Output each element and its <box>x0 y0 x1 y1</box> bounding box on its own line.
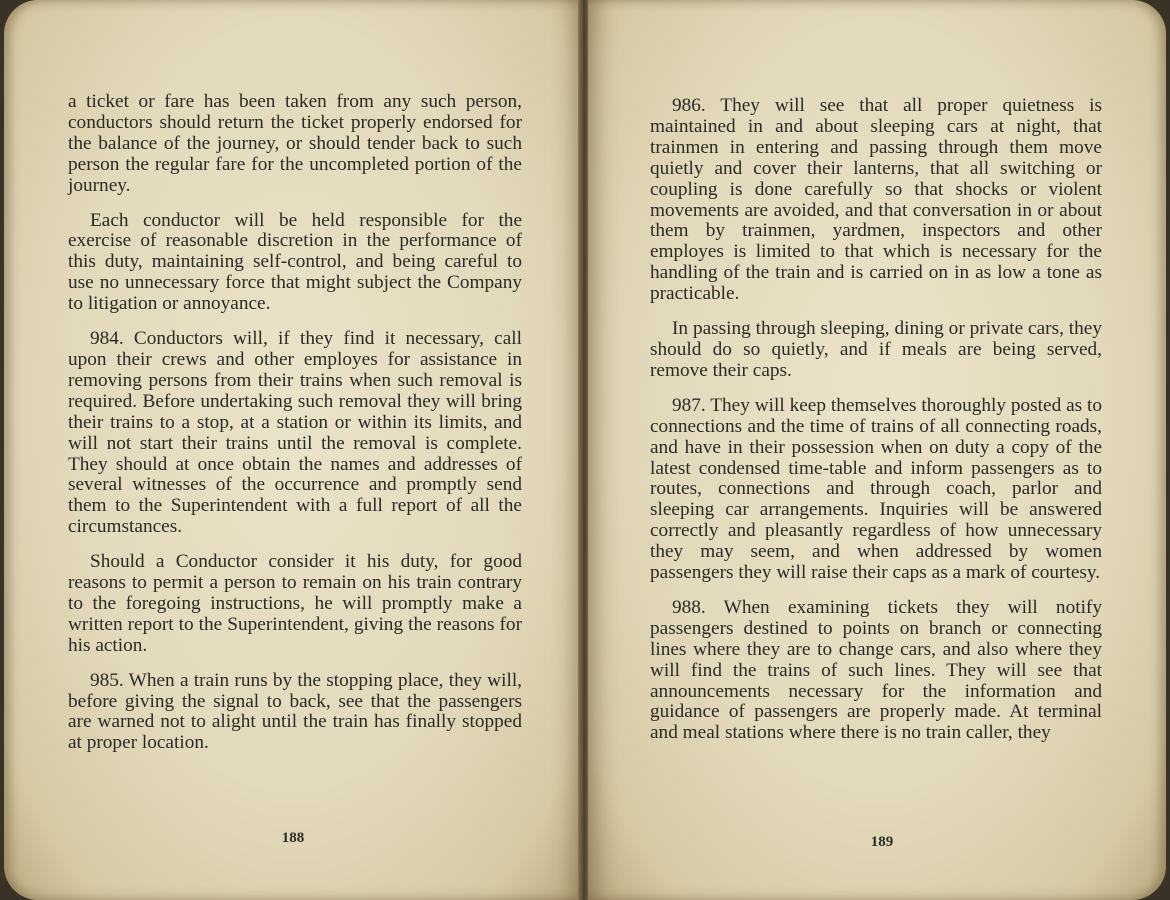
paragraph: 988. When examining tickets they will notify passengers destined to points on branch or connecting lines where they are to change cars, and also where they will find the trains of such lines. They will see that announcements necessary for the information and guidance of passengers are properly made. At terminal and meal stations where there is no train caller, they <box>650 596 1102 744</box>
page-number: 189 <box>870 834 894 850</box>
page-number: 188 <box>281 830 305 846</box>
left-page <box>4 0 582 900</box>
paragraph: In passing through sleeping, dining or private cars, they should do so quietly, and if meals are being served, remove their caps. <box>650 318 1102 381</box>
left-page-text <box>68 92 522 768</box>
right-page-text <box>650 96 1102 758</box>
paragraph: 985. When a train runs by the stopping place, they will, before giving the signal to back, see that the passengers are warned not to alight until the train has finally stopped at proper location. <box>68 669 522 754</box>
paragraph: 984. Conductors will, if they find it necessary, call upon their crews and other employes for assistance in removing persons from their trains when such removal is required. Before undertaking such removal they will bring their trains to a stop, at a station or within its limits, and will not start their trains until the removal is complete. They should at once obtain the names and addresses of several witnesses of the occurrence and promptly send them to the Superintendent with a full report of all the circumstances. <box>68 328 522 538</box>
paragraph: 987. They will keep themselves thoroughly posted as to connections and the time of trains of all connecting roads, and have in their possession when on duty a copy of the latest condensed time-table and inform passengers as to routes, connections and through coach, parlor and sleeping car arrangements. Inquiries will be answered correctly and pleasantly regardless of how unnecessary they may seem, and when addressed by women passengers they will raise their caps as a mark of courtesy. <box>650 394 1102 584</box>
paragraph: a ticket or fare has been taken from any such person, conductors should return the ticket properly endorsed for the balance of the journey, or should tender back to such person the regular fare for the uncompleted portion of the journey. <box>68 91 522 196</box>
paragraph: Should a Conductor consider it his duty, for good reasons to permit a person to remain on his train contrary to the foregoing instructions, he will promptly make a written report to the Superintendent, giving the reasons for his action. <box>68 551 522 656</box>
paragraph: Each conductor will be held responsible for the exercise of reasonable discretion in the performance of this duty, maintaining self-control, and being careful to use no unnecessary force that might subject the Company to litigation or annoyance. <box>68 209 522 315</box>
right-page <box>588 0 1166 900</box>
paragraph: 986. They will see that all proper quietness is maintained in and about sleeping cars at night, that trainmen in entering and passing through them move quietly and cover their lanterns, that all switching or coupling is done carefully so that shocks or violent movements are avoided, and that conversation in or about them by trainmen, yardmen, inspectors and other employes is limited to that which is necessary for the handling of the train and is carried on in as low a tone as practicable. <box>650 95 1102 305</box>
